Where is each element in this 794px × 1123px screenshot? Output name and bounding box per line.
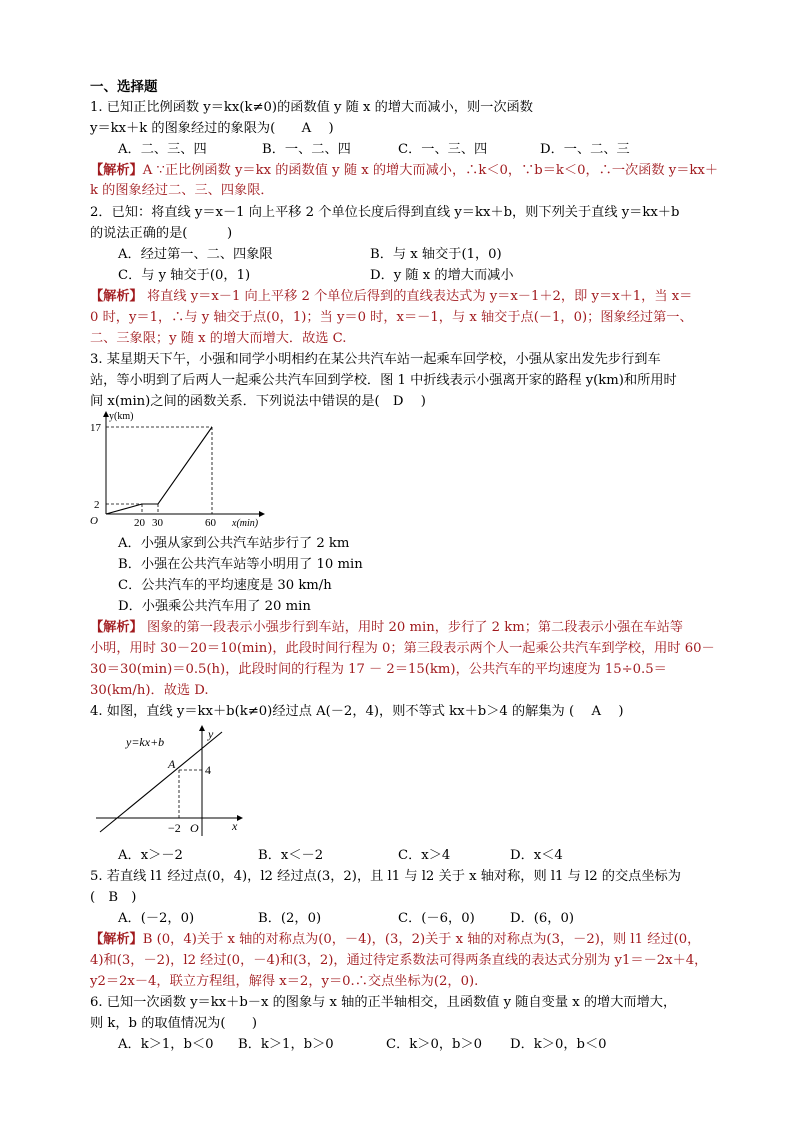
section-title: 一、选择题 xyxy=(90,79,158,95)
q5-option-c: C．(－6，0) xyxy=(398,911,475,926)
q3-stem-line1: 3. 某星期天下午，小强和同学小明相约在某公共汽车站一起乘车回学校，小强从家出发先步行到车 xyxy=(90,352,661,367)
q1-analysis-line1 xyxy=(90,162,718,180)
x-tick-neg2: −2 xyxy=(168,821,181,835)
q5-option-d: D．(6，0) xyxy=(510,911,575,926)
q1-option-d: D．一、二、三 xyxy=(540,142,630,157)
analysis-tag: 【解析】 xyxy=(90,620,143,635)
x-tick-20: 20 xyxy=(134,517,145,529)
y-axis-label: y(km) xyxy=(109,411,134,422)
q6-option-c: C．k＞0，b＞0 xyxy=(386,1037,483,1052)
q5-analysis-line3: y2＝2x－4，联立方程组，解得 x＝2，y＝0.∴交点坐标为(2，0). xyxy=(90,974,479,989)
q5-analysis-text1: B (0，4)关于 x 轴的对称点为(0，－4)，(3，2)关于 x 轴的对称点为(3，－2)，则 l1 经过(0， xyxy=(142,932,701,947)
origin-label: O xyxy=(90,515,98,527)
q2-analysis-line3: 二、三象限；y 随 x 的增大而增大．故选 C. xyxy=(90,331,347,346)
origin-label: O xyxy=(190,821,199,835)
point-a-label: A xyxy=(168,757,176,771)
x-axis-label: x xyxy=(232,819,238,833)
q1-stem-line1: 1. 已知正比例函数 y＝kx(k≠0)的函数值 y 随 x 的增大而减小，则一次函数 xyxy=(90,100,533,115)
q2-analysis-line1 xyxy=(90,288,692,306)
q5-option-b: B．(2，0) xyxy=(258,911,322,926)
q1-option-c: C．一、三、四 xyxy=(398,142,488,157)
q5-stem-line1: 5. 若直线 l1 经过点(0，4)，l2 经过点(3，2)，且 l1 与 l2 关于 x 轴对称，则 l1 与 l2 的交点坐标为 xyxy=(90,869,681,884)
y-tick-4: 4 xyxy=(205,763,211,777)
analysis-tag: 【解析】 xyxy=(90,289,143,304)
y-tick-2: 2 xyxy=(94,499,100,511)
q3-option-b: B．小强在公共汽车站等小明用了 10 min xyxy=(118,557,363,572)
line-label: y=kx+b xyxy=(126,735,165,749)
q1-option-a: A．二、三、四 xyxy=(118,142,207,157)
q2-stem-line1: 2．已知：将直线 y＝x－1 向上平移 2 个单位长度后得到直线 y＝kx＋b，则下列关于直线 y＝kx＋b xyxy=(90,205,680,220)
q3-option-a: A．小强从家到公共汽车站步行了 2 km xyxy=(118,536,350,551)
y-tick-17: 17 xyxy=(90,422,101,434)
q1-analysis-text1: A ∵正比例函数 y＝kx 的函数值 y 随 x 的增大而减小，∴k＜0，∵b＝k＜0，∴一次函数 y＝kx＋ xyxy=(142,163,719,178)
q2-option-d: D．y 随 x 的增大而减小 xyxy=(370,268,514,283)
q5-stem-line2: ( B ) xyxy=(90,890,137,905)
q3-analysis-line1 xyxy=(90,619,683,637)
analysis-tag: 【解析】 xyxy=(90,163,143,178)
q3-stem-line3: 间 x(min)之间的函数关系．下列说法中错误的是( D ) xyxy=(90,394,426,409)
q4-option-b: B．x＜－2 xyxy=(258,848,324,863)
q3-analysis-text1: 图象的第一段表示小强步行到车站，用时 20 min，步行了 2 km；第二段表示小强在车站等 xyxy=(142,620,683,635)
q4-stem-line1: 4. 如图，直线 y＝kx＋b(k≠0)经过点 A(－2，4)，则不等式 kx＋b＞4 的解集为 ( A ) xyxy=(90,704,624,719)
q2-option-b: B．与 x 轴交于(1，0) xyxy=(370,247,502,262)
q2-option-a: A．经过第一、二、四象限 xyxy=(118,247,273,262)
q1-stem-line2: y＝kx＋k 的图象经过的象限为( A ) xyxy=(90,121,334,136)
q6-option-a: A．k＞1，b＜0 xyxy=(118,1037,214,1052)
q1-option-b: B．一、二、四 xyxy=(262,142,351,157)
q4-line-graph xyxy=(92,722,252,840)
q4-option-a: A．x＞－2 xyxy=(118,848,183,863)
q6-stem-line2: 则 k，b 的取值情况为( ) xyxy=(90,1016,257,1031)
q5-analysis-line1 xyxy=(90,931,700,949)
q2-option-c: C．与 y 轴交于(0，1) xyxy=(118,268,251,283)
q4-option-d: D．x＜4 xyxy=(510,848,563,863)
q4-option-c: C．x＞4 xyxy=(398,848,451,863)
analysis-tag: 【解析】 xyxy=(90,932,143,947)
q5-option-a: A．(－2，0) xyxy=(118,911,195,926)
x-tick-60: 60 xyxy=(205,517,216,529)
q3-stem-line2: 站，等小明到了后两人一起乘公共汽车回到学校．图 1 中折线表示小强离开家的路程 y(km)和所用时 xyxy=(90,373,677,388)
q3-distance-time-graph xyxy=(88,408,268,530)
q3-analysis-line4: 30(km/h)．故选 D. xyxy=(90,683,209,698)
q2-analysis-line2: 0 时，y＝1，∴与 y 轴交于点(0，1)；当 y＝0 时，x＝－1，与 x 轴交于点(－1，0)；图象经过第一、 xyxy=(90,310,693,325)
q3-analysis-line2: 小明，用时 30－20＝10(min)，此段时间行程为 0；第三段表示两个人一起乘公共汽车到学校，用时 60－ xyxy=(90,641,715,656)
x-tick-30: 30 xyxy=(152,517,163,529)
q3-option-d: D．小强乘公共汽车用了 20 min xyxy=(118,599,311,614)
q2-stem-line2: 的说法正确的是( ) xyxy=(90,226,233,241)
q6-option-d: D．k＞0，b＜0 xyxy=(510,1037,607,1052)
q5-analysis-line2: 4)和(3，－2)，l2 经过(0，－4)和(3，2)，通过待定系数法可得两条直线的表达式分别为 y1＝－2x＋4， xyxy=(90,953,708,968)
q2-analysis-text1: 将直线 y＝x－1 向上平移 2 个单位后得到的直线表达式为 y＝x－1＋2，即 y＝x＋1，当 x＝ xyxy=(142,289,693,304)
q3-analysis-line3: 30＝30(min)＝0.5(h)，此段时间的行程为 17 － 2＝15(km)，公共汽车的平均速度为 15÷0.5＝ xyxy=(90,662,667,677)
q3-option-c: C．公共汽车的平均速度是 30 km/h xyxy=(118,578,332,593)
distance-polyline xyxy=(106,427,212,514)
q6-option-b: B．k＞1，b＞0 xyxy=(238,1037,334,1052)
q6-stem-line1: 6. 已知一次函数 y＝kx＋b－x 的图象与 x 轴的正半轴相交，且函数值 y 随自变量 x 的增大而增大， xyxy=(90,995,677,1010)
q1-analysis-line2: k 的图象经过二、三、四象限． xyxy=(90,183,274,198)
y-axis-label: y xyxy=(208,727,214,741)
x-axis-label: x(min) xyxy=(232,518,259,529)
